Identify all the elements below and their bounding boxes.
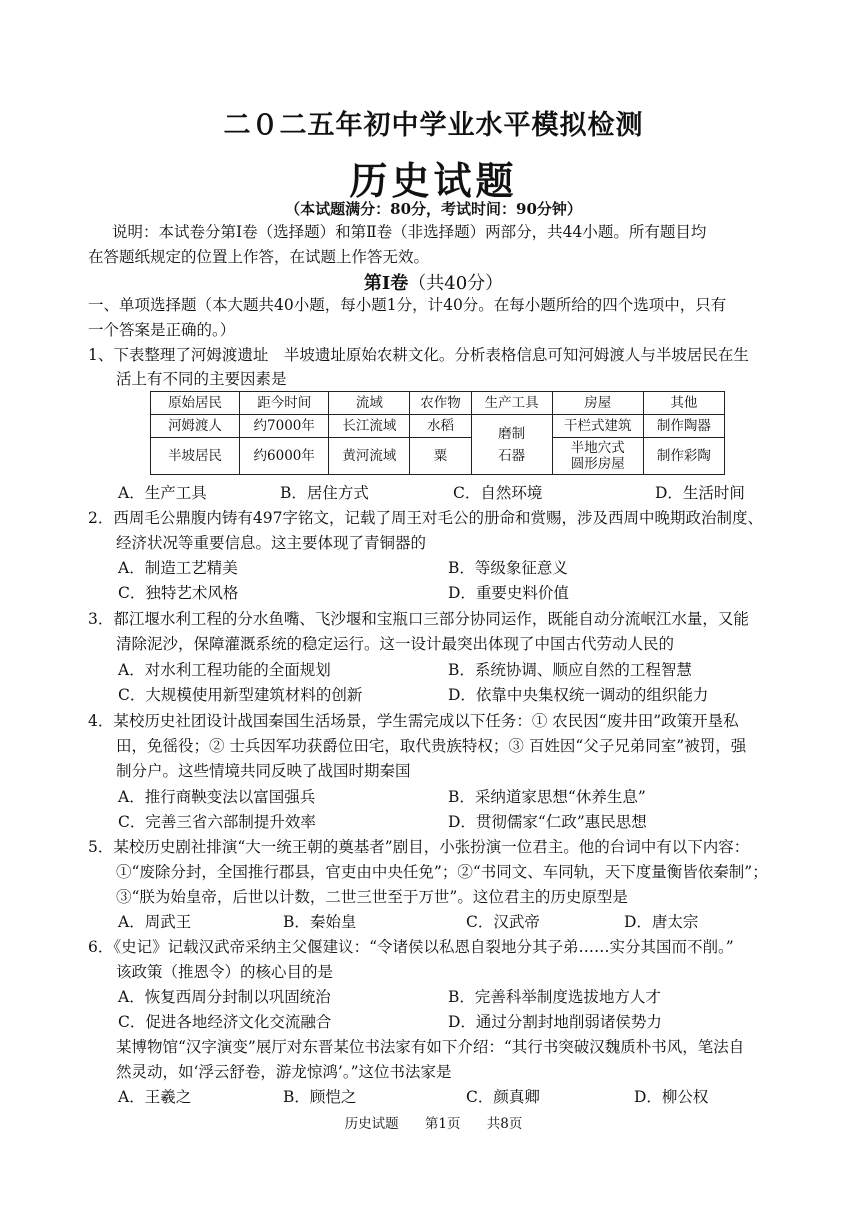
table-cell: 约7000年 (240, 415, 329, 438)
q6-option-c: C．促进各地经济文化交流融合 (118, 1013, 332, 1031)
table-cell-tool (471, 415, 552, 475)
q3-option-b: B．系统协调、顺应自然的工程智慧 (448, 661, 692, 679)
table-cell-house (552, 438, 643, 475)
table-cell: 粟 (410, 438, 471, 475)
table-cell: 约6000年 (240, 438, 329, 475)
table-row (151, 415, 725, 438)
section-name: 第Ⅰ卷 (363, 273, 409, 294)
q3-stem-line-1: 3．都江堰水利工程的分水鱼嘴、飞沙堰和宝瓶口三部分协同运作，既能自动分流岷江水量，又能 (88, 610, 749, 628)
part-line-2: 一个答案是正确的。） (88, 321, 236, 339)
section-note: （共40分） (408, 273, 504, 294)
q5-option-a: A．周武王 (118, 913, 192, 931)
q5-stem-line-2: ①“废除分封，全国推行郡县，官吏由中央任免”；②“书同文、车同轨，天下度量衡皆依秦制”； (116, 863, 768, 881)
house-line-2: 圆形房屋 (570, 456, 625, 472)
q1-stem-line-2: 活上有不同的主要因素是 (116, 370, 287, 388)
q1-option-b: B．居住方式 (280, 484, 369, 502)
table-cell: 制作陶器 (643, 415, 724, 438)
q4-stem-line-1: 4．某校历史社团设计战国秦国生活场景，学生需完成以下任务：① 农民因“废井田”政策开垦私 (88, 712, 739, 730)
table-header-cell: 生产工具 (471, 392, 552, 415)
instructions-line-1: 说明：本试卷分第Ⅰ卷（选择题）和第Ⅱ卷（非选择题）两部分，共44小题。所有题目均 (112, 223, 707, 241)
table-header-cell: 原始居民 (151, 392, 240, 415)
q5-stem-line-1: 5．某校历史剧社排演“大一统王朝的奠基者”剧目，小张扮演一位君主。他的台词中有以下内容： (88, 838, 750, 856)
table-cell: 水稻 (410, 415, 471, 438)
exam-title: 二０二五年初中学业水平模拟检测 (223, 110, 644, 141)
q5-option-d: D．唐太宗 (624, 913, 699, 931)
q3-option-a: A．对水利工程功能的全面规划 (118, 661, 331, 679)
q4-option-c: C．完善三省六部制提升效率 (118, 813, 316, 831)
table-cell: 河姆渡人 (151, 415, 240, 438)
q7-stem-line-1: 某博物馆“汉字演变”展厅对东晋某位书法家有如下介绍：“其行书突破汉魏质朴书风，笔法自 (116, 1038, 745, 1056)
table-header-cell: 其他 (643, 392, 724, 415)
q7-option-d: D．柳公权 (634, 1088, 709, 1106)
table-cell: 制作彩陶 (643, 438, 724, 475)
q2-stem-line-1: 2．西周毛公鼎腹内铸有497字铭文，记载了周王对毛公的册命和赏赐，涉及西周中晚期政治制度、 (88, 509, 763, 527)
house-line-1: 半地穴式 (570, 440, 625, 456)
q6-option-a: A．恢复西周分封制以巩固统治 (118, 988, 331, 1006)
table-header-cell: 距今时间 (240, 392, 329, 415)
exam-info: （本试题满分：80分，考试时间：90分钟） (285, 200, 582, 218)
tool-line-2: 石器 (498, 447, 526, 464)
q7-stem-line-2: 然灵动，如‘浮云舒卷，游龙惊鸿’。”这位书法家是 (116, 1063, 452, 1081)
q4-stem-line-2: 田，免徭役；② 士兵因军功获爵位田宅，取代贵族特权；③ 百姓因“父子兄弟同室”被罚，强 (116, 737, 747, 755)
part-line-1: 一、单项选择题（本大题共40小题，每小题1分，计40分。在每小题所给的四个选项中，只有 (88, 296, 727, 314)
table-cell: 黄河流域 (329, 438, 410, 475)
q2-option-c: C．独特艺术风格 (118, 584, 239, 602)
q5-stem-line-3: ③“朕为始皇帝，后世以计数，二世三世至于万世”。这位君主的历史原型是 (116, 888, 628, 906)
q1-option-c: C．自然环境 (453, 484, 543, 502)
q4-option-a: A．推行商鞅变法以富国强兵 (118, 788, 316, 806)
q1-option-d: D．生活时间 (655, 484, 745, 502)
table-header-cell: 流域 (329, 392, 410, 415)
q4-stem-line-3: 制分户。这些情境共同反映了战国时期秦国 (116, 762, 411, 780)
q6-stem-line-1: 6．《史记》记载汉武帝采纳主父偃建议：“令诸侯以私恩自裂地分其子弟……实分其国而不削。” (88, 938, 734, 956)
q1-option-a: A．生产工具 (118, 484, 207, 502)
q6-option-b: B．完善科举制度选拔地方人才 (448, 988, 661, 1006)
subject-title: 历史试题 (349, 158, 518, 203)
table-row (151, 438, 725, 475)
q7-option-c: C．颜真卿 (466, 1088, 540, 1106)
q7-option-a: A．王羲之 (118, 1088, 192, 1106)
q2-option-a: A．制造工艺精美 (118, 559, 238, 577)
q1-stem-line-1: 1、下表整理了河姆渡遗址 半坡遗址原始农耕文化。分析表格信息可知河姆渡人与半坡居民在生 (88, 346, 749, 364)
footer-total-pages: 共8页 (486, 1116, 523, 1132)
section-heading (0, 269, 867, 295)
q4-option-b: B．采纳道家思想“休养生息” (448, 788, 646, 806)
table-cell: 长江流域 (329, 415, 410, 438)
q2-option-b: B．等级象征意义 (448, 559, 568, 577)
q7-option-b: B．顾恺之 (283, 1088, 357, 1106)
table-cell: 干栏式建筑 (552, 415, 643, 438)
tool-line-1: 磨制 (498, 425, 526, 442)
table-cell: 半坡居民 (151, 438, 240, 475)
q3-stem-line-2: 清除泥沙，保障灌溉系统的稳定运行。这一设计最突出体现了中国古代劳动人民的 (116, 635, 675, 653)
q4-option-d: D．贯彻儒家“仁政”惠民思想 (448, 813, 647, 831)
q6-option-d: D．通过分割封地削弱诸侯势力 (448, 1013, 662, 1031)
q6-stem-line-2: 该政策（推恩令）的核心目的是 (116, 963, 334, 981)
q5-option-b: B．秦始皇 (283, 913, 357, 931)
instructions-line-2: 在答题纸规定的位置上作答，在试题上作答无效。 (88, 248, 430, 266)
table-header-row (151, 392, 725, 415)
q3-option-d: D．依靠中央集权统一调动的组织能力 (448, 686, 709, 704)
q2-stem-line-2: 经济状况等重要信息。这主要体现了青铜器的 (116, 534, 427, 552)
page-footer (0, 1112, 867, 1132)
footer-subject: 历史试题 (344, 1116, 399, 1132)
q3-option-c: C．大规模使用新型建筑材料的创新 (118, 686, 363, 704)
q5-option-c: C．汉武帝 (466, 913, 540, 931)
q2-option-d: D．重要史料价值 (448, 584, 569, 602)
table-header-cell: 房屋 (552, 392, 643, 415)
table-header-cell: 农作物 (410, 392, 471, 415)
q1-table (150, 391, 725, 475)
footer-page-number: 第1页 (424, 1116, 461, 1132)
